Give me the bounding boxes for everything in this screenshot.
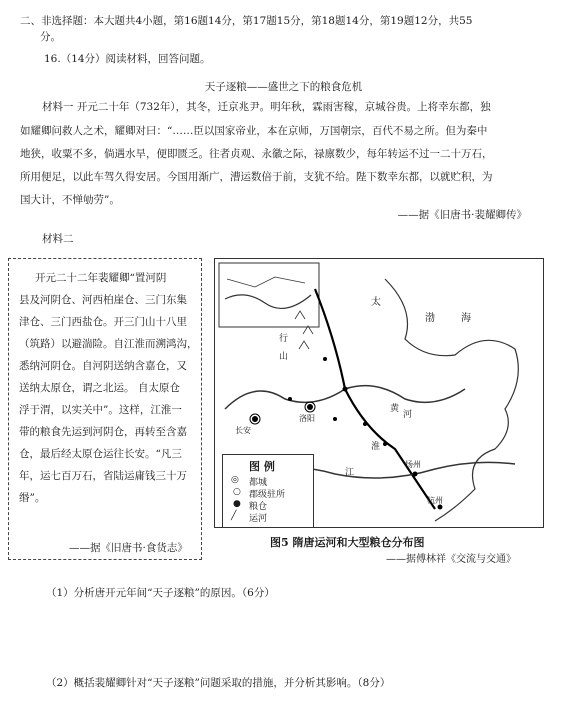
material2-line: 浮于渭，以实关中”。这样，江淮一: [19, 404, 182, 416]
material2-label: 材料二: [42, 233, 74, 245]
section-header-continued: 分。: [40, 31, 61, 43]
map-label: 扬州: [405, 460, 421, 469]
legend-canal-icon: ╱: [231, 511, 237, 521]
map-label: 江: [345, 468, 355, 478]
map-label: 行: [279, 334, 289, 344]
section-header: 二、非选择题：本大题共4小题，第16题14分，第17题15分，第18题14分，第19题12分，共55: [20, 15, 473, 27]
map-label: 长安: [235, 426, 251, 435]
map-label: 黄: [390, 404, 400, 414]
map-label: 河: [403, 410, 413, 420]
map-legend: [222, 454, 314, 528]
sub-question-1: （1）分析唐开元年间“天子逐粮”的原因。（6分）: [46, 587, 275, 599]
legend-granary-icon: ●: [233, 499, 241, 509]
map-label: 淮: [371, 442, 381, 452]
map-caption: 图5 隋唐运河和大型粮仓分布图: [270, 536, 425, 549]
material2-line: 带的粮食先运到河阴仓，再转至含嘉: [19, 426, 187, 438]
grand-canal: [315, 289, 435, 509]
material1-line: 国大计，不惮劬劳”。: [20, 194, 120, 206]
material2-line: 县及河阴仓、河西柏崖仓、三门东集: [19, 294, 187, 306]
map-label: 渤: [425, 313, 435, 324]
material2-line: （筑路）以避湍险。自江淮而溯鸿沟，: [19, 338, 198, 350]
sub-question-2: （2）概括裴耀卿针对“天子逐粮”问题采取的措施，并分析其影响。（8分）: [46, 677, 391, 689]
material2-line: 津仓、三门西盐仓。开三门山十八里: [19, 316, 187, 328]
coastline: [385, 279, 518, 521]
map-label: 海: [461, 313, 471, 324]
legend-title: 图 例: [249, 460, 275, 473]
map-label: 杭州: [427, 496, 443, 505]
map-label: 太: [371, 297, 381, 308]
legend-item: 都城: [249, 478, 268, 488]
material2-line: 悉纳河阴仓。自河阴送纳含嘉仓，又: [19, 360, 187, 372]
material-title: 天子逐粮——盛世之下的粮食危机: [204, 81, 363, 93]
material1-line: 材料一 开元二十年（732年），其冬，迁京兆尹。明年秋，霖雨害稼，京城谷贵。上将幸东都，独: [42, 101, 491, 113]
material1-line: 地狭，收粟不多，倘遇水旱，便即匮乏。往者贞观、永徽之际，禄廪数少，每年转运不过一二十万石，: [20, 148, 493, 160]
material2-line: 年，运七百万石，省陆运庸钱三十万: [19, 470, 187, 482]
material2-line: 缗”。: [19, 492, 46, 504]
map-label: 山: [279, 352, 289, 362]
material2-quote-box: [8, 258, 202, 560]
material1-source: ——据《旧唐书·裴耀卿传》: [397, 209, 527, 221]
material1-line: 所用便足，以此车驾久得安居。今国用渐广，漕运数倍于前，支犹不给。陛下数幸东都，以就贮积，为: [20, 171, 493, 183]
legend-item: 郡级驻所: [249, 490, 286, 500]
map-label: 洛阳: [299, 414, 315, 423]
material2-line: 送纳太原仓，谓之北运。 自太原仓: [19, 382, 180, 394]
legend-prefecture-icon: ○: [233, 487, 241, 497]
material2-line: 仓，最后经太原仓运往长安。“凡三: [19, 448, 182, 460]
material2-source: ——据《旧唐书·食货志》: [69, 542, 188, 554]
question-intro: 16.（14分）阅读材料，回答问题。: [44, 53, 211, 65]
material2-line: 开元二十二年裴耀卿“置河阴: [35, 272, 167, 284]
legend-item: 粮仓: [249, 502, 268, 512]
legend-item: 运河: [249, 514, 268, 524]
legend-capital-icon: ◎: [231, 475, 239, 485]
map-source: ——据傅林祥《交流与交通》: [386, 554, 516, 565]
material1-line: 如耀卿问救人之术，耀卿对曰：“……臣以国家帝业，本在京师，万国朝宗，百代不易之所。但为秦中: [20, 125, 488, 137]
